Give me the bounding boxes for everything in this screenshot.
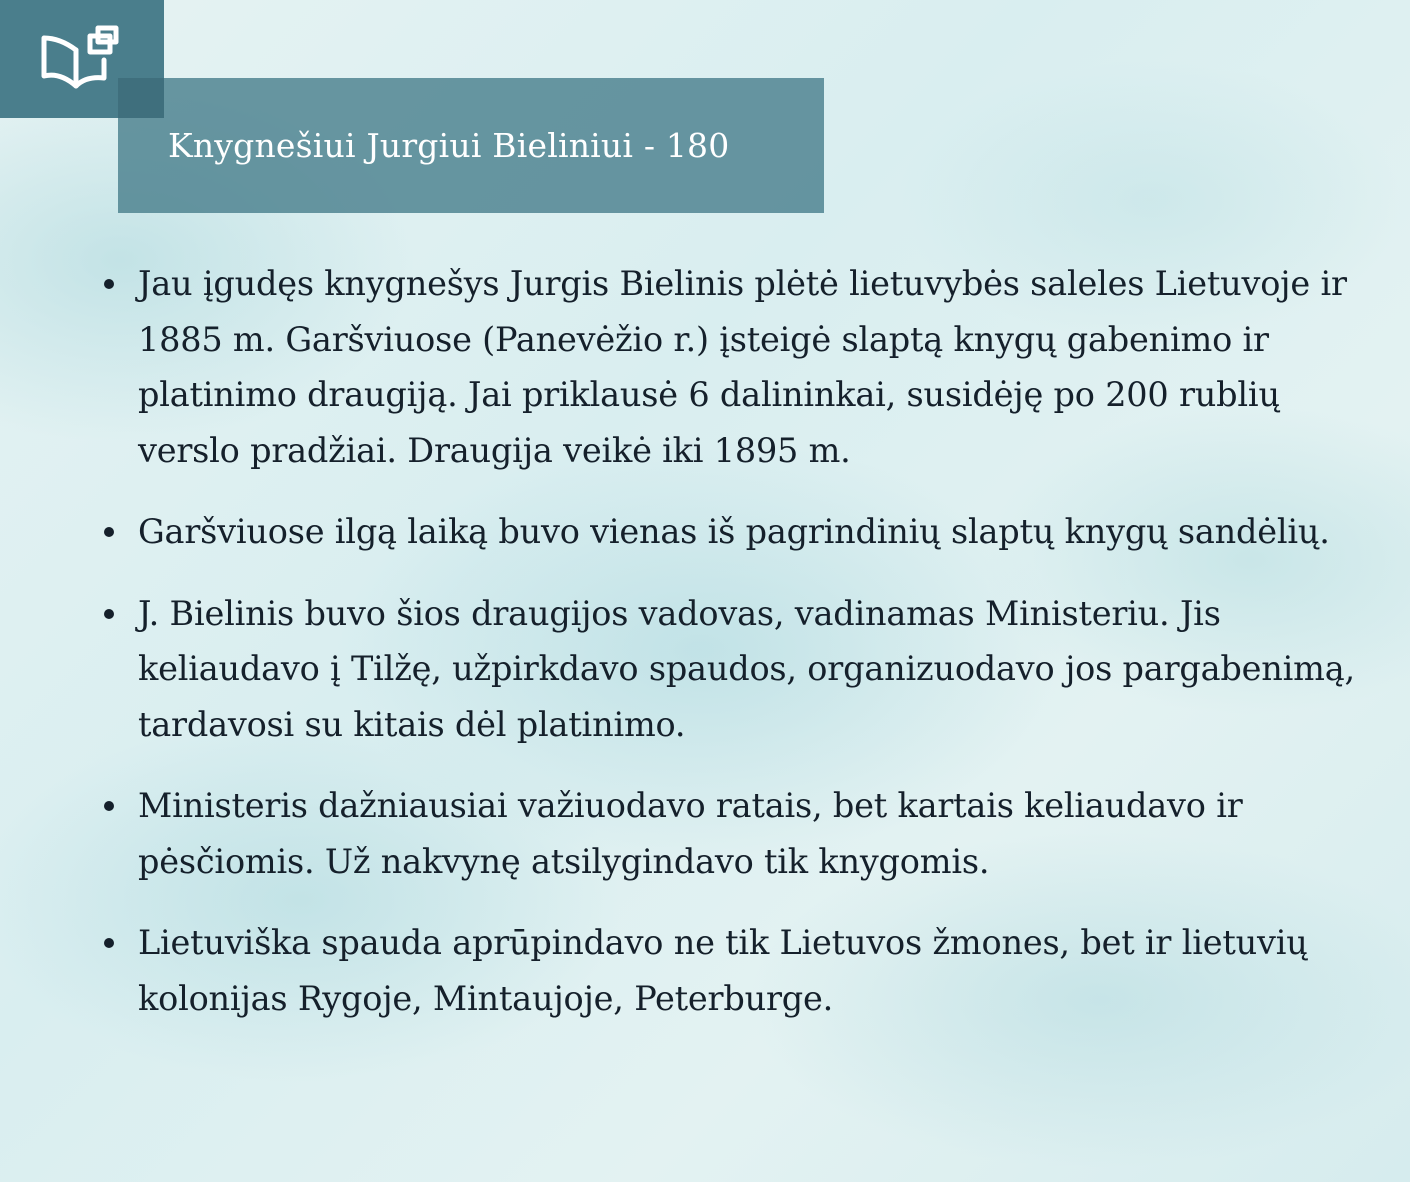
list-item	[100, 915, 1360, 1026]
list-item	[100, 778, 1360, 889]
page-title: Knygnešiui Jurgiui Bieliniui - 180	[168, 126, 730, 165]
list-item	[100, 504, 1360, 560]
bullet-dot	[104, 938, 114, 948]
bullet-dot	[104, 527, 114, 537]
list-item	[100, 586, 1360, 753]
list-item-text: Jau įgudęs knygnešys Jurgis Bielinis plėtė lietuvybės saleles Lietuvoje ir 1885 m. Garšviuose (Panevėžio r.) įsteigė slaptą knygų gabenimo ir platinimo draugiją. Jai priklausė 6 dalininkai, susidėję po 200 rublių verslo pradžiai. Draugija veikė iki 1895 m.	[138, 264, 1347, 470]
banner-overlap	[118, 78, 164, 118]
list-item-text: J. Bielinis buvo šios draugijos vadovas, vadinamas Ministeriu. Jis keliaudavo į Tilžę, užpirkdavo spaudos, organizuodavo jos pargabenimą, tardavosi su kitais dėl platinimo.	[138, 593, 1355, 744]
bullet-dot	[104, 279, 114, 289]
list-item	[100, 256, 1360, 478]
bullet-list	[100, 256, 1360, 1052]
bullet-dot	[104, 801, 114, 811]
list-item-text: Garšviuose ilgą laiką buvo vienas iš pagrindinių slaptų knygų sandėlių.	[138, 512, 1330, 551]
list-item-text: Ministeris dažniausiai važiuodavo ratais, bet kartais keliaudavo ir pėsčiomis. Už nakvynę atsilygindavo tik knygomis.	[138, 786, 1243, 881]
list-item-text: Lietuviška spauda aprūpindavo ne tik Lietuvos žmones, bet ir lietuvių kolonijas Rygoje, Mintaujoje, Peterburge.	[138, 923, 1308, 1018]
title-banner	[118, 78, 824, 213]
book-screens-icon	[38, 24, 122, 94]
bullet-dot	[104, 609, 114, 619]
